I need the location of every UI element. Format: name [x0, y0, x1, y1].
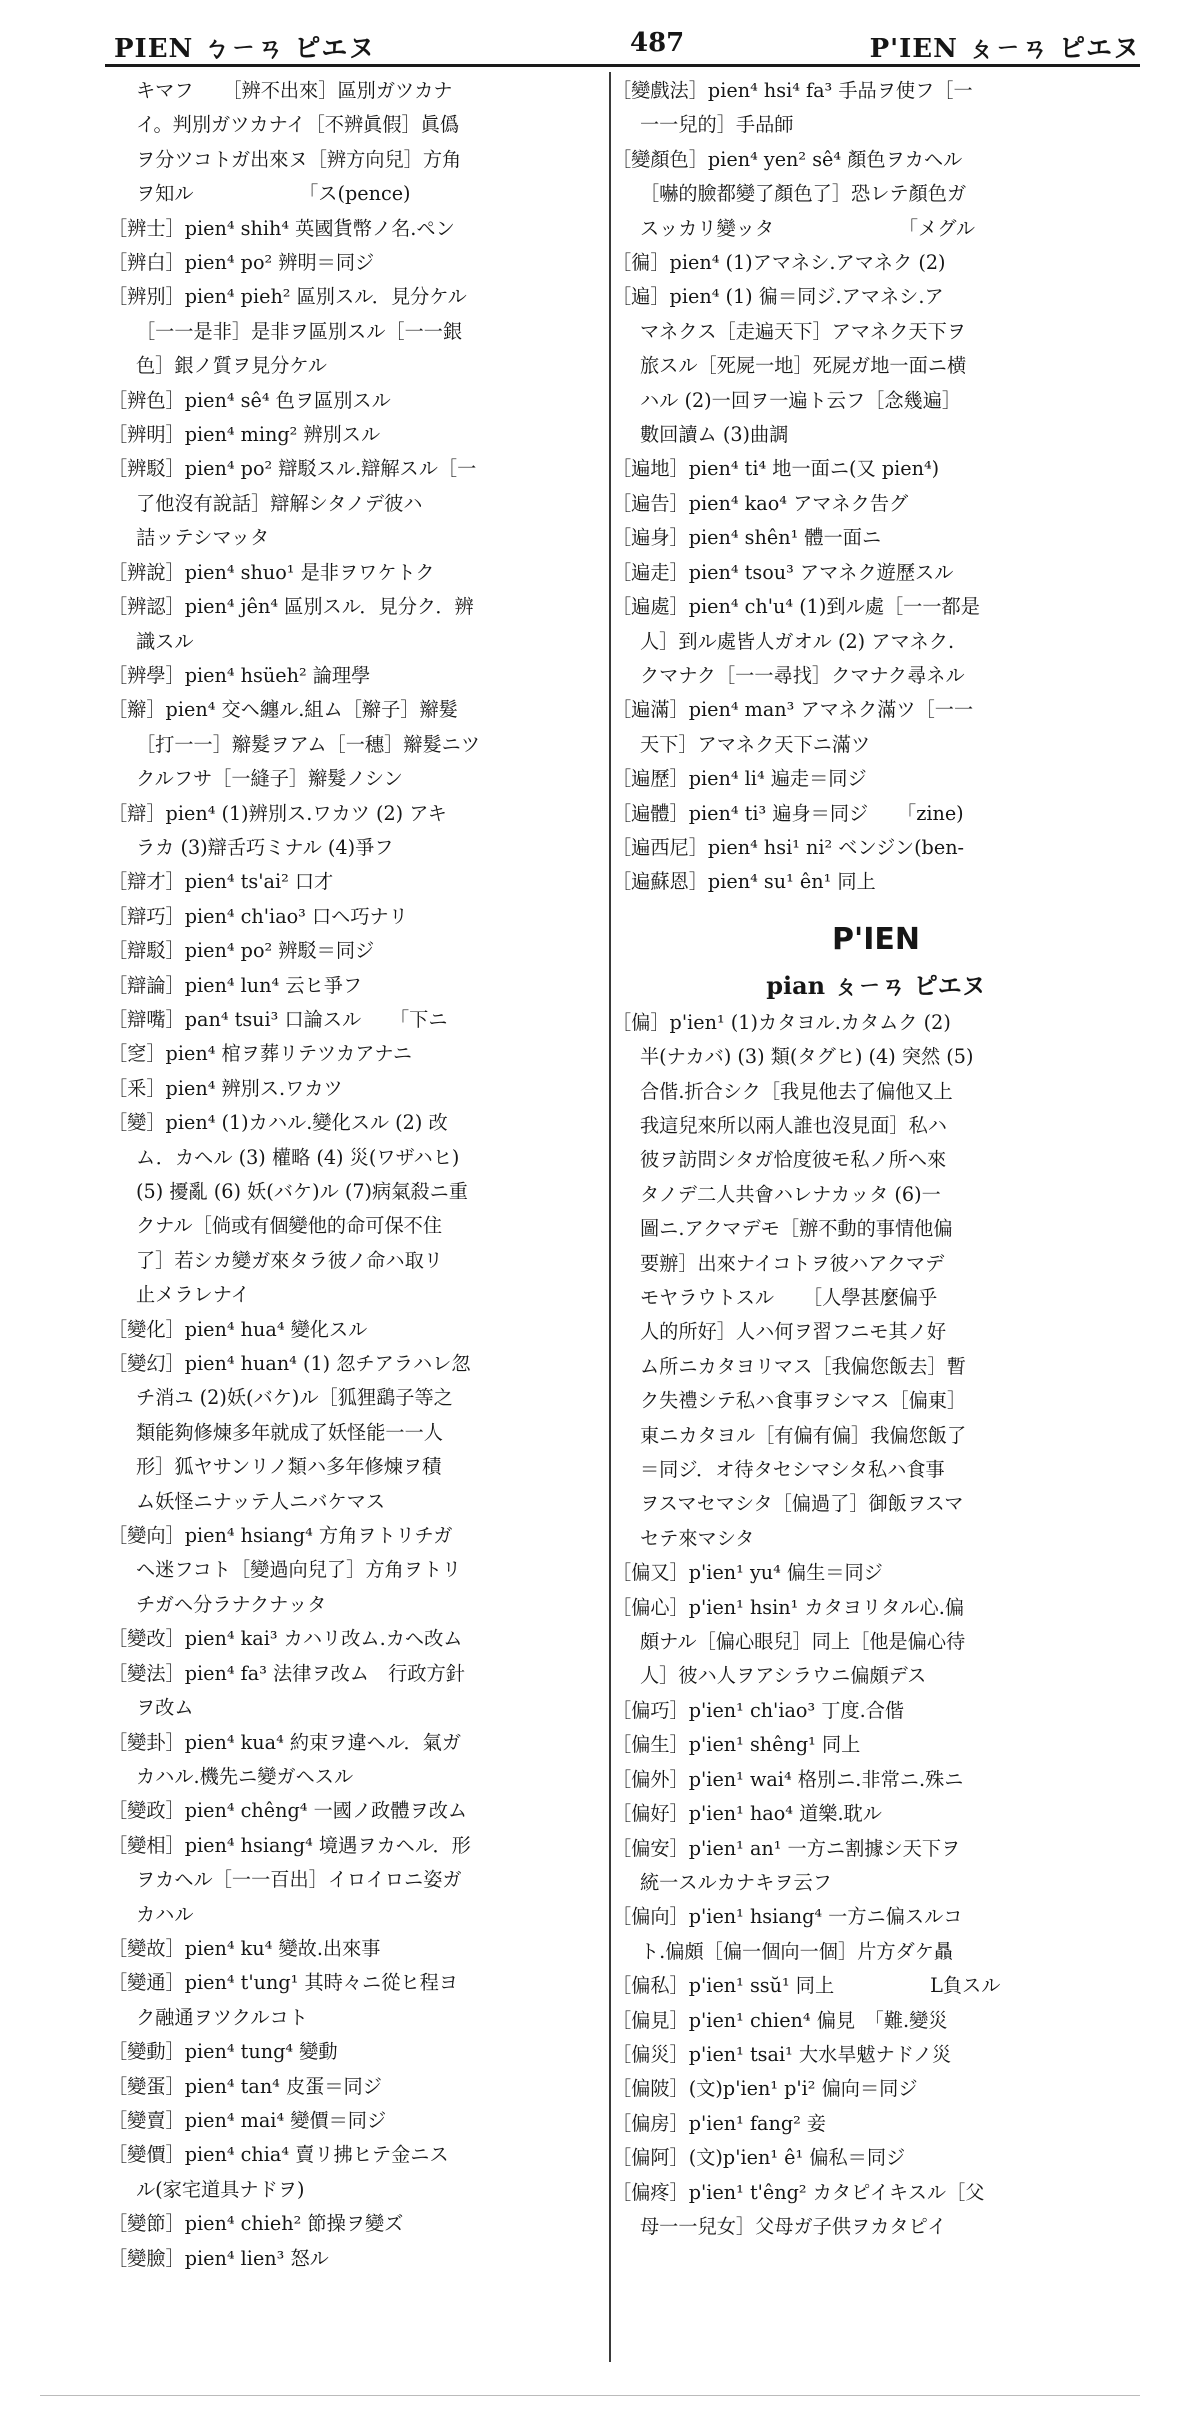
entry-continuation: ト.偏頗［偏一個向一個］片方ダケ贔: [640, 1939, 954, 1963]
dictionary-entry: ［變相］pien⁴ hsiang⁴ 境遇ヲカヘル．形: [108, 1833, 471, 1857]
dictionary-entry: ［變戲法］pien⁴ hsi⁴ fa³ 手品ヲ使フ［一: [612, 79, 973, 102]
entry-continuation: スッカリ變ッタ 「メグル: [640, 216, 976, 240]
right-entries-bottom: [612, 1006, 1140, 2245]
dictionary-entry: ［偏生］p'ien¹ shêng¹ 同上: [612, 1733, 861, 1757]
dictionary-entry: ［變政］pien⁴ chêng⁴ 一國ノ政體ヲ改ム: [108, 1799, 468, 1823]
right-column: [612, 74, 1140, 2244]
dictionary-entry: ［變］pien⁴ (1)カハル.變化スル (2) 改: [108, 1111, 448, 1135]
dictionary-entry: ［變化］pien⁴ hua⁴ 變化スル: [108, 1317, 368, 1341]
dictionary-entry: ［變臉］pien⁴ lien³ 怒ル: [108, 2246, 329, 2270]
dictionary-entry: ［窆］pien⁴ 棺ヲ葬リテツカアナニ: [108, 1042, 413, 1066]
dictionary-entry: ［偏陂］(文)p'ien¹ p'i² 偏向＝同ジ: [612, 2077, 918, 2101]
section-heading: P'IEN: [832, 921, 920, 957]
entry-continuation: 我這兒來所以兩人誰也沒見面］私ハ: [640, 1113, 947, 1137]
dictionary-entry: ［徧］pien⁴ (1)アマネシ.アマネク (2): [612, 251, 946, 275]
entry-continuation: ヘ迷フコト［變過向兒了］方角ヲトリ: [136, 1558, 462, 1582]
entry-continuation: マネクス［走遍天下］アマネク天下ヲ: [640, 319, 966, 343]
entry-continuation: 一一兒的］手品師: [640, 113, 794, 137]
dictionary-entry: ［遍告］pien⁴ kao⁴ アマネク告グ: [612, 491, 909, 515]
dictionary-entry: ［變故］pien⁴ ku⁴ 變故.出來事: [108, 1936, 381, 1960]
entry-continuation: イ。判別ガツカナイ［不辨眞假］眞僞: [136, 113, 460, 137]
entry-continuation: チガヘ分ラナクナッタ: [136, 1592, 327, 1616]
dictionary-entry: ［變向］pien⁴ hsiang⁴ 方角ヲトリチガ: [108, 1524, 453, 1548]
dictionary-entry: ［辯］pien⁴ (1)辨別ス.ワカツ (2) アキ: [108, 801, 447, 825]
entry-continuation: ム所ニカタヨリマス［我偏您飯去］暫: [640, 1354, 966, 1378]
dictionary-entry: ［變節］pien⁴ chieh² 節操ヲ變ズ: [108, 2212, 404, 2236]
dictionary-entry: ［辨別］pien⁴ pieh² 區別スル．見分ケル: [108, 285, 467, 309]
entry-continuation: 頗ナル［偏心眼兒］同上［他是偏心待: [640, 1630, 966, 1654]
section-subheading: pian ㄆㄧㄢ ピエヌ: [766, 970, 986, 1000]
dictionary-entry: ［偏阿］(文)p'ien¹ ê¹ 偏私＝同ジ: [612, 2146, 906, 2170]
page-header: [100, 28, 1140, 74]
entry-continuation: 旅スル［死屍一地］死屍ガ地一面ニ横: [640, 354, 967, 378]
entry-continuation: 東ニカタヨル［有偏有偏］我偏您飯了: [640, 1423, 967, 1447]
entry-continuation: 人］到ル處皆人ガオル (2) アマネク.: [640, 629, 955, 653]
left-column: [108, 74, 608, 2276]
dictionary-entry: ［遍體］pien⁴ ti³ 遍身＝同ジ 「zine): [612, 801, 964, 825]
dictionary-entry: ［辨明］pien⁴ ming² 辨別スル: [108, 423, 381, 447]
dictionary-entry: ［遍蘇恩］pien⁴ su¹ ên¹ 同上: [612, 870, 876, 894]
entry-continuation: 形］狐ヤサンリノ類ハ多年修煉ヲ積: [136, 1455, 442, 1479]
dictionary-entry: ［偏見］p'ien¹ chien⁴ 偏見 「難.變災: [612, 2008, 948, 2032]
entry-continuation: 止メラレナイ: [136, 1283, 250, 1307]
entry-continuation: 半(ナカバ) (3) 類(タグヒ) (4) 突然 (5): [640, 1045, 974, 1069]
dictionary-entry: ［辨學］pien⁴ hsüeh² 論理學: [108, 663, 371, 687]
dictionary-entry: ［變幻］pien⁴ huan⁴ (1) 忽チアラハレ忽: [108, 1352, 471, 1376]
entry-continuation: ヲ知ル 「ス(pence): [136, 182, 411, 206]
entry-continuation: タノデ二人共會ハレナカッタ (6)一: [640, 1182, 941, 1206]
dictionary-entry: ［變動］pien⁴ tung⁴ 變動: [108, 2040, 338, 2064]
entry-continuation: ヲ改ム: [136, 1696, 194, 1720]
dictionary-entry: ［辨認］pien⁴ jên⁴ 區別スル．見分ク．辨: [108, 595, 474, 619]
dictionary-entry: ［偏安］p'ien¹ an¹ 一方ニ割據シ天下ヲ: [612, 1836, 961, 1860]
entry-continuation: ヲスマセマシタ［偏過了］御飯ヲスマ: [640, 1492, 964, 1516]
header-left-guide: PIEN ㄅㄧㄢ ピエヌ: [114, 34, 376, 64]
entry-continuation: 要辦］出來ナイコトヲ彼ハアクマデ: [640, 1251, 945, 1275]
entry-continuation: ム妖怪ニナッテ人ニバケマス: [136, 1489, 386, 1513]
entry-continuation: ＝同ジ．オ待タセシマシタ私ハ食事: [640, 1458, 945, 1482]
entry-continuation: 了］若シカ變ガ來タラ彼ノ命ハ取リ: [136, 1248, 443, 1272]
dictionary-entry: ［變蛋］pien⁴ tan⁴ 皮蛋＝同ジ: [108, 2074, 382, 2098]
entry-continuation: クマナク［一一尋找］クマナク尋ネル: [640, 663, 965, 687]
dictionary-entry: ［遍］pien⁴ (1) 徧＝同ジ.アマネシ.ア: [612, 285, 944, 309]
dictionary-entry: ［遍地］pien⁴ ti⁴ 地一面ニ(又 pien⁴): [612, 457, 940, 481]
dictionary-entry: ［偏］p'ien¹ (1)カタヨル.カタムク (2): [612, 1010, 951, 1034]
dictionary-entry: ［偏好］p'ien¹ hao⁴ 道樂.耽ル: [612, 1802, 882, 1826]
dictionary-entry: ［變改］pien⁴ kai³ カハリ改ム.カヘ改ム: [108, 1627, 463, 1651]
dictionary-entry: ［偏私］p'ien¹ ssŭ¹ 同上 L負スル: [612, 1974, 1001, 1998]
dictionary-entry: ［辮］pien⁴ 交ヘ纏ル.組ム［辮子］辮髮: [108, 698, 458, 722]
entry-continuation: ク融通ヲツクルコト: [136, 2005, 308, 2029]
entry-continuation: 類能夠修煉多年就成了妖怪能一一人: [136, 1420, 443, 1444]
entry-continuation: チ消ユ (2)妖(バケ)ル［狐狸鷂子等之: [136, 1386, 453, 1410]
dictionary-entry: ［變法］pien⁴ fa³ 法律ヲ改ム 行政方針: [108, 1661, 465, 1685]
dictionary-entry: ［辯才］pien⁴ ts'ai² 口才: [108, 870, 334, 894]
entry-continuation: カハル: [136, 1902, 194, 1926]
entry-continuation: ヲカヘル［一一百出］イロイロニ姿ガ: [136, 1868, 462, 1892]
dictionary-entry: ［辨士］pien⁴ shih⁴ 英國貨幣ノ名.ペン: [108, 216, 455, 240]
header-rule: [105, 64, 1140, 67]
entry-continuation: ヲ分ツコトガ出來ヌ［辨方向兒］方角: [136, 147, 462, 171]
dictionary-entry: ［變價］pien⁴ chia⁴ 賣リ拂ヒテ金ニス: [108, 2143, 449, 2167]
page-number: 487: [630, 28, 685, 58]
entry-continuation: クナル［倘或有個變他的命可保不住: [136, 1214, 443, 1238]
dictionary-entry: ［偏房］p'ien¹ fang² 妾: [612, 2111, 827, 2135]
entry-continuation: 數回讀ム (3)曲調: [640, 423, 789, 447]
right-entries-top: [612, 74, 1140, 900]
entry-continuation: ［嚇的臉都變了顏色了］恐レテ顏色ガ: [640, 182, 967, 206]
dictionary-entry: ［遍歷］pien⁴ li⁴ 遍走＝同ジ: [612, 767, 867, 791]
dictionary-entry: ［變通］pien⁴ t'ung¹ 其時々ニ從ヒ程ヨ: [108, 1971, 458, 1995]
entry-continuation: キマフ ［辨不出來］區別ガツカナ: [136, 79, 453, 102]
dictionary-entry: ［偏巧］p'ien¹ ch'iao³ 丁度.合偕: [612, 1698, 905, 1722]
column-divider: [609, 72, 611, 2362]
header-right-guide: P'IEN ㄆㄧㄢ ピエヌ: [869, 34, 1140, 64]
entry-continuation: ク失禮シテ私ハ食事ヲシマス［偏東］: [640, 1389, 967, 1413]
entry-continuation: 天下］アマネク天下ニ滿ツ: [640, 732, 871, 756]
entry-continuation: ム．カヘル (3) 權略 (4) 災(ワザハヒ): [136, 1145, 460, 1169]
dictionary-entry: ［辯嘴］pan⁴ tsui³ 口論スル 「下ニ: [108, 1007, 448, 1031]
dictionary-entry: ［辯論］pien⁴ lun⁴ 云ヒ爭フ: [108, 973, 363, 997]
dictionary-entry: ［偏又］p'ien¹ yu⁴ 偏生＝同ジ: [612, 1561, 883, 1585]
dictionary-entry: ［遍西尼］pien⁴ hsi¹ ni² ベンジン(ben-: [612, 835, 965, 859]
dictionary-entry: ［辨說］pien⁴ shuo¹ 是非ヲワケトク: [108, 560, 435, 584]
entry-continuation: 詰ッテシマッタ: [136, 526, 270, 550]
dictionary-entry: ［變卦］pien⁴ kua⁴ 約束ヲ違ヘル．氣ガ: [108, 1730, 462, 1754]
dictionary-entry: ［變顏色］pien⁴ yen² sê⁴ 顏色ヲカヘル: [612, 147, 963, 171]
dictionary-entry: ［遍走］pien⁴ tsou³ アマネク遊歷スル: [612, 560, 954, 584]
entry-continuation: 合偕.折合シク［我見他去了偏他又上: [640, 1079, 953, 1103]
dictionary-entry: ［辨白］pien⁴ po² 辨明＝同ジ: [108, 251, 375, 275]
entry-continuation: 圖ニ.アクマデモ［辦不動的事情他偏: [640, 1217, 953, 1241]
entry-continuation: ハル (2)一回ヲ一遍ト云フ［念幾遍］: [640, 388, 962, 412]
dictionary-entry: ［釆］pien⁴ 辨別ス.ワカツ: [108, 1076, 343, 1100]
dictionary-entry: ［偏外］p'ien¹ wai⁴ 格別ニ.非常ニ.殊ニ: [612, 1767, 964, 1791]
dictionary-entry: ［遍處］pien⁴ ch'u⁴ (1)到ル處［一一都是: [612, 595, 980, 619]
dictionary-entry: ［偏災］p'ien¹ tsai¹ 大水旱魃ナドノ災: [612, 2042, 952, 2066]
dictionary-entry: ［辯駁］pien⁴ po² 辨駁＝同ジ: [108, 939, 375, 963]
entry-continuation: (5) 擾亂 (6) 妖(バケ)ル (7)病氣殺ニ重: [136, 1180, 468, 1203]
entry-continuation: カハル.機先ニ變ガヘスル: [136, 1764, 354, 1788]
footer-rule: [40, 2395, 1140, 2396]
dictionary-entry: ［變賣］pien⁴ mai⁴ 變價＝同ジ: [108, 2108, 387, 2132]
entry-continuation: 了他沒有說話］辯解シタノデ彼ハ: [136, 491, 423, 515]
dictionary-entry: ［辨駁］pien⁴ po² 辯駁スル.辯解スル［一: [108, 457, 477, 481]
entry-continuation: ル(家宅道具ナドヲ): [136, 2177, 305, 2201]
entry-continuation: クルフサ［一縫子］辮髮ノシン: [136, 767, 403, 791]
dictionary-entry: ［偏疼］p'ien¹ t'êng² カタピイキスル［父: [612, 2180, 985, 2204]
entry-continuation: 色］銀ノ質ヲ見分ケル: [136, 354, 327, 378]
entry-continuation: ［一一是非］是非ヲ區別スル［一一銀: [136, 319, 463, 343]
entry-continuation: 母一一兒女］父母ガ子供ヲカタピイ: [640, 2214, 947, 2238]
entry-continuation: セテ來マシタ: [640, 1526, 755, 1550]
entry-continuation: モヤラウトスル ［人學甚麼偏乎: [640, 1286, 938, 1309]
dictionary-entry: ［辯巧］pien⁴ ch'iao³ 口ヘ巧ナリ: [108, 904, 408, 928]
dictionary-entry: ［遍身］pien⁴ shên¹ 體一面ニ: [612, 526, 882, 550]
entry-continuation: 識スル: [136, 629, 194, 653]
entry-continuation: 人］彼ハ人ヲアシラウニ偏頗デス: [640, 1664, 927, 1688]
dictionary-entry: ［辨色］pien⁴ sê⁴ 色ヲ區別スル: [108, 388, 391, 412]
entry-continuation: 彼ヲ訪問シタガ恰度彼モ私ノ所ヘ來: [640, 1148, 947, 1172]
entry-continuation: 統一スルカナキヲ云フ: [640, 1870, 832, 1894]
dictionary-entry: ［偏向］p'ien¹ hsiang⁴ 一方ニ偏スルコ: [612, 1905, 963, 1929]
dictionary-entry: ［偏心］p'ien¹ hsin¹ カタヨリタル心.偏: [612, 1595, 965, 1619]
entry-continuation: ［打一一］辮髮ヲアム［一穗］辮髮ニツ: [136, 732, 481, 756]
dictionary-entry: ［遍滿］pien⁴ man³ アマネク滿ツ［一一: [612, 698, 974, 722]
entry-continuation: ラカ (3)辯舌巧ミナル (4)爭フ: [136, 835, 394, 859]
entry-continuation: 人的所好］人ハ何ヲ習フニモ其ノ好: [640, 1320, 947, 1344]
